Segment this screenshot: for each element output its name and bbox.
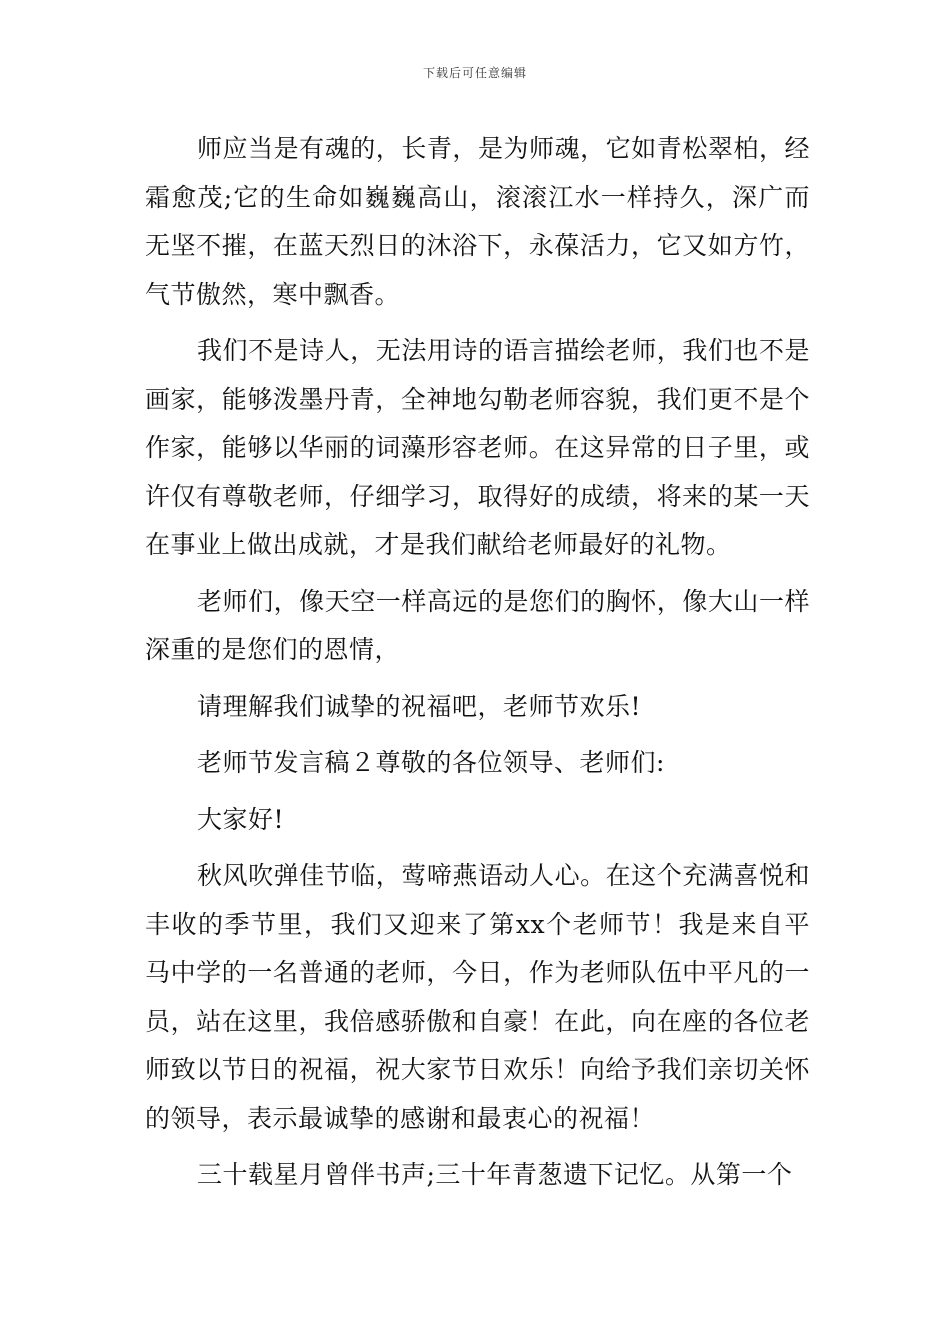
paragraph-teacher-soul: 师应当是有魂的，长青，是为师魂，它如青松翠柏，经霜愈茂;它的生命如巍巍高山，滚滚江水一样持久，深广而无坚不摧，在蓝天烈日的沐浴下，永葆活力，它又如方竹，气节傲然，寒中飘香。 <box>145 134 810 309</box>
paragraph-not-poets: 我们不是诗人，无法用诗的语言描绘老师，我们也不是画家，能够泼墨丹青，全神地勾勒老师容貌，我们更不是个作家，能够以华丽的词藻形容老师。在这异常的日子里，或许仅有尊敬老师，仔细学习，取得好的成绩，将来的某一天在事业上做出成就，才是我们献给老师最好的礼物。 <box>145 336 810 559</box>
paragraph-thirty-years: 三十载星月曾伴书声;三十年青葱遗下记忆。从第一个 <box>197 1160 793 1189</box>
paragraph-autumn: 秋风吹弹佳节临，莺啼燕语动人心。在这个充满喜悦和丰收的季节里，我们又迎来了第xx个老师节！我是来自平马中学的一名普通的老师，今日，作为老师队伍中平凡的一员，站在这里，我倍感骄傲和自豪！在此，向在座的各位老师致以节日的祝福，祝大家节日欢乐！向给予我们亲切关怀的领导，表示最诚挚的感谢和最衷心的祝福！ <box>145 861 810 1133</box>
paragraph-greeting: 大家好! <box>197 804 285 834</box>
paragraph-blessing: 请理解我们诚挚的祝福吧，老师节欢乐! <box>197 691 642 721</box>
paragraph-speech-title: 老师节发言稿２尊敬的各位领导、老师们: <box>197 748 665 777</box>
document-body <box>145 125 810 1208</box>
paragraph-teachers-heart: 老师们，像天空一样高远的是您们的胸怀，像大山一样深重的是您们的恩情， <box>145 586 810 664</box>
header-note: 下载后可任意编辑 <box>422 66 527 80</box>
